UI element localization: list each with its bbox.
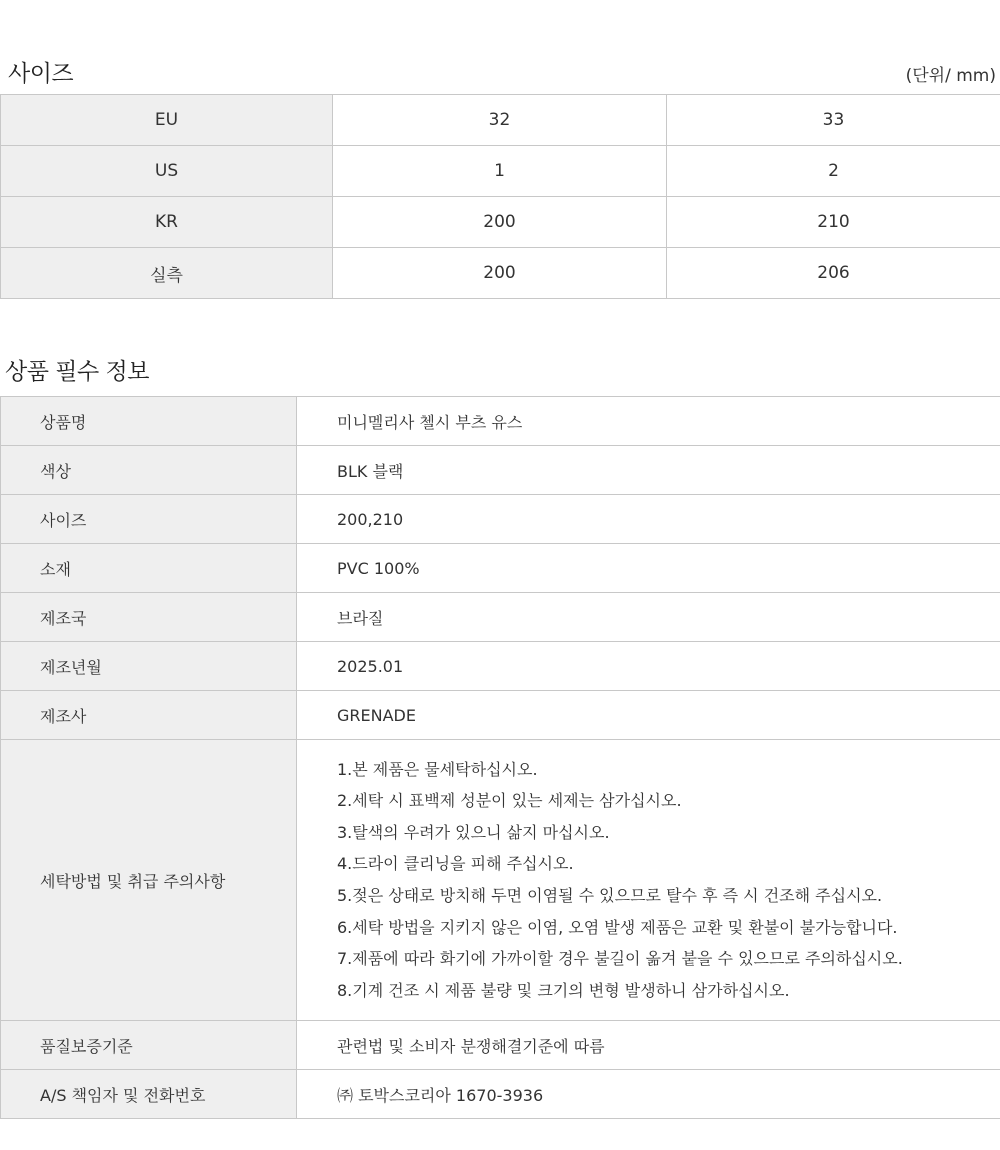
size-section-title: 사이즈 xyxy=(8,61,74,87)
size-row-actual xyxy=(1,248,1000,299)
size-row-label: 실측 xyxy=(1,248,333,299)
info-row-country xyxy=(1,593,1000,642)
info-value: 200,210 xyxy=(297,495,1000,544)
info-row-material xyxy=(1,544,1000,593)
care-line: 3.탈색의 우려가 있으니 삶지 마십시오. xyxy=(337,822,610,842)
info-row-product-name xyxy=(1,397,1000,446)
care-line: 1.본 제품은 물세탁하십시오. xyxy=(337,759,538,779)
info-label: 제조국 xyxy=(1,593,297,642)
size-row-us xyxy=(1,146,1000,197)
info-label: 세탁방법 및 취급 주의사항 xyxy=(1,740,297,1021)
info-section-header xyxy=(0,356,1000,390)
info-row-maker xyxy=(1,691,1000,740)
info-row-as-contact xyxy=(1,1070,1000,1119)
size-cell: 2 xyxy=(667,146,1000,197)
size-row-label: KR xyxy=(1,197,333,248)
info-row-care xyxy=(1,740,1000,1021)
size-section-header xyxy=(0,58,1000,92)
care-line: 4.드라이 클리닝을 피해 주십시오. xyxy=(337,854,574,874)
info-value: 미니멜리사 첼시 부츠 유스 xyxy=(297,397,1000,446)
info-row-size xyxy=(1,495,1000,544)
size-cell: 33 xyxy=(667,95,1000,146)
care-line: 7.제품에 따라 화기에 가까이할 경우 불길이 옮겨 붙을 수 있으므로 주의하십시오. xyxy=(337,949,903,969)
info-row-date xyxy=(1,642,1000,691)
care-line: 8.기계 건조 시 제품 불량 및 크기의 변형 발생하니 삼가하십시오. xyxy=(337,980,790,1000)
info-value: 2025.01 xyxy=(297,642,1000,691)
info-value: PVC 100% xyxy=(297,544,1000,593)
size-row-label: US xyxy=(1,146,333,197)
size-row-kr xyxy=(1,197,1000,248)
info-label: 제조사 xyxy=(1,691,297,740)
info-label: 품질보증기준 xyxy=(1,1021,297,1070)
size-row-label: EU xyxy=(1,95,333,146)
size-cell: 32 xyxy=(333,95,667,146)
info-label: 상품명 xyxy=(1,397,297,446)
info-value: GRENADE xyxy=(297,691,1000,740)
size-row-eu xyxy=(1,95,1000,146)
size-cell: 210 xyxy=(667,197,1000,248)
care-instructions xyxy=(297,740,1000,1021)
size-cell: 206 xyxy=(667,248,1000,299)
size-table xyxy=(0,94,1000,299)
info-value: ㈜ 토박스코리아 1670-3936 xyxy=(297,1070,1000,1119)
care-line: 6.세탁 방법을 지키지 않은 이염, 오염 발생 제품은 교환 및 환불이 불가능합니다. xyxy=(337,917,898,937)
care-line: 5.젖은 상태로 방치해 두면 이염될 수 있으므로 탈수 후 즉 시 건조해 주십시오. xyxy=(337,886,883,905)
size-cell: 1 xyxy=(333,146,667,197)
info-label: 소재 xyxy=(1,544,297,593)
info-value: BLK 블랙 xyxy=(297,446,1000,495)
info-section-title: 상품 필수 정보 xyxy=(5,359,149,385)
size-unit-label: (단위/ mm) xyxy=(905,66,996,86)
info-value: 관련법 및 소비자 분쟁해결기준에 따름 xyxy=(297,1021,1000,1070)
size-cell: 200 xyxy=(333,248,667,299)
info-label: A/S 책임자 및 전화번호 xyxy=(1,1070,297,1119)
info-label: 색상 xyxy=(1,446,297,495)
product-info-table xyxy=(0,396,1000,1119)
info-row-color xyxy=(1,446,1000,495)
care-line: 2.세탁 시 표백제 성분이 있는 세제는 삼가십시오. xyxy=(337,791,682,811)
info-value: 브라질 xyxy=(297,593,1000,642)
size-cell: 200 xyxy=(333,197,667,248)
info-label: 사이즈 xyxy=(1,495,297,544)
info-row-quality xyxy=(1,1021,1000,1070)
info-label: 제조년월 xyxy=(1,642,297,691)
